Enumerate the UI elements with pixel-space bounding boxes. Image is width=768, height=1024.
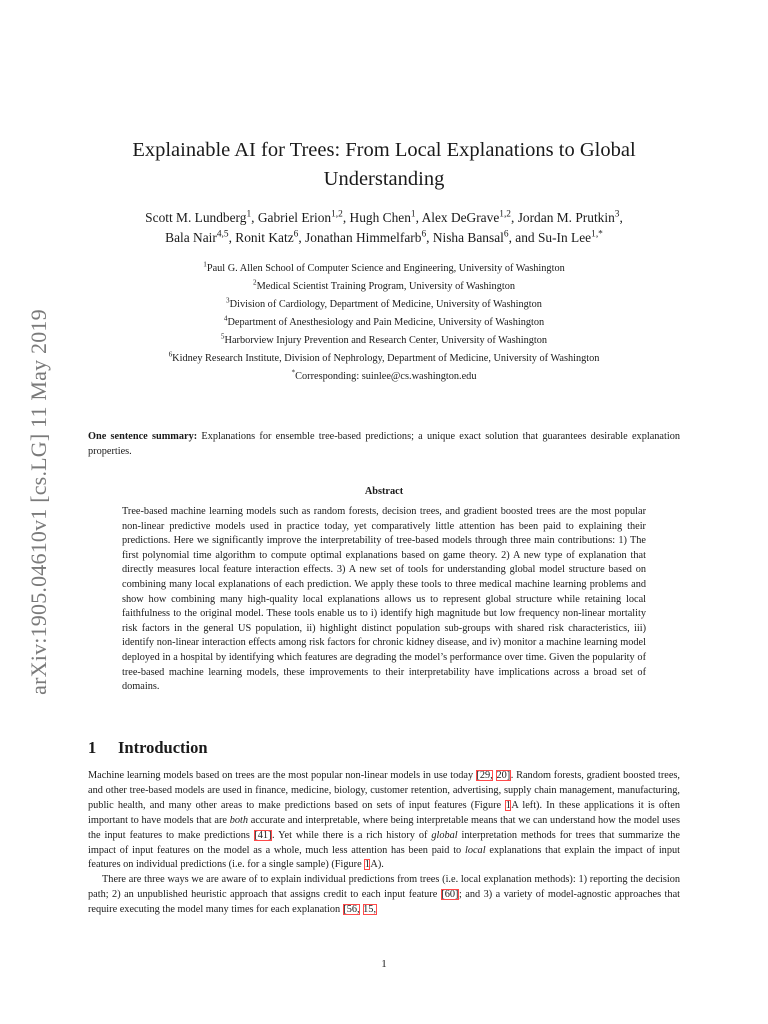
- author-affil-sup: 6: [293, 229, 299, 240]
- affiliation: [88, 332, 680, 350]
- title-line-2: Understanding: [323, 168, 445, 190]
- text-run: There are three ways we are aware of to explain individual predictions from trees (i.e. local explanation methods): 1) reporting the decision path; 2) an unpublished heuristic approach that assigns credit to each input feature: [88, 874, 680, 901]
- affiliation: [88, 296, 680, 314]
- affiliation-text: Kidney Research Institute, Division of Nephrology, Department of Medicine, University of Washington: [172, 353, 600, 364]
- abstract-heading: Abstract: [364, 486, 404, 497]
- affiliation: [88, 314, 680, 332]
- figure-link[interactable]: 1: [364, 859, 370, 871]
- arxiv-identifier: arXiv:1905.04610v1 [cs.LG] 11 May 2019: [26, 309, 51, 695]
- citation-link[interactable]: [29,: [476, 770, 493, 781]
- author-affil-sup: 4,5: [216, 229, 229, 240]
- author-name: Hugh Chen: [349, 210, 411, 225]
- affiliation-sup: 6: [168, 350, 173, 359]
- author-name: Nisha Bansal: [432, 230, 504, 245]
- affiliation-list: [88, 260, 680, 386]
- affiliation-sup: *: [291, 368, 296, 377]
- author-name: Scott M. Lundberg: [145, 210, 247, 225]
- text-run: explanations that explain the impact of input features on individual predictions (i.e. for a single sample) (Figure: [88, 844, 680, 871]
- affiliation-sup: 1: [203, 260, 207, 269]
- affiliation: [88, 278, 680, 296]
- affiliation: [88, 350, 680, 368]
- affiliation: [88, 260, 680, 278]
- citation-link[interactable]: 20]: [496, 770, 511, 781]
- author-list: [88, 208, 680, 248]
- author-affil-sup: 6: [503, 229, 509, 240]
- text-run: . Random forests, gradient boosted trees, and other tree-based models are used in finance, medicine, biology, customer retention, advertising, supply chain management, manufacturing, public health, and many other areas to make predictions based on sets of input features (Figure: [88, 770, 680, 811]
- affiliation-sup: 5: [220, 332, 225, 341]
- author-affil-sup: 1,2: [331, 209, 343, 220]
- affiliation-text: Division of Cardiology, Department of Medicine, University of Washington: [229, 299, 542, 310]
- author-line-1: Scott M. Lundberg$^1$, Gabriel Erion$^{1,2}$, Hugh Chen$^1$, Alex DeGrave$^{1,2}$, Jordan M. Prutkin$^3$,: [145, 209, 623, 225]
- affiliation-sup: 4: [223, 314, 228, 323]
- paper-title: [88, 136, 680, 194]
- author-name: Alex DeGrave: [421, 210, 500, 225]
- introduction-body: [88, 769, 680, 918]
- text-run: A).: [370, 859, 384, 871]
- author-name: Jonathan Himmelfarb: [305, 230, 422, 245]
- summary-text: Explanations for ensemble tree-based predictions; a unique exact solution that guarantees desirable explanation properties.: [88, 431, 681, 457]
- author-affil-sup: 1: [410, 209, 416, 220]
- summary-label: One sentence summary:: [88, 431, 198, 442]
- title-line-1: Explainable AI for Trees: From Local Explanations to Global: [132, 139, 636, 161]
- page-number: 1: [381, 958, 387, 970]
- affiliation-sup: 3: [226, 296, 230, 305]
- arxiv-sidebar-stamp: [24, 262, 54, 742]
- author-name: Bala Nair: [165, 230, 217, 245]
- text-run: interpretation methods for trees that summarize the impact of input features on the model as a whole, much less attention has been paid to: [88, 829, 680, 856]
- affiliation-text: Paul G. Allen School of Computer Science and Engineering, University of Washington: [206, 263, 565, 274]
- one-sentence-summary: [88, 429, 680, 459]
- citation-link[interactable]: [60]: [441, 889, 459, 901]
- citation-link[interactable]: [56,: [343, 904, 360, 916]
- abstract-text: Tree-based machine learning models such as random forests, decision trees, and gradient boosted trees are the most popular non-linear predictive models used in practice today, yet comparatively little attention has been paid to explaining their predictions. Here we significantly improve the interpretability of tree-based models through three main contributions: 1) The first polynomial time algorithm to compute optimal explanations based on game theory. 2) A new type of explanation that directly measures local feature interaction effects. 3) A new set of tools for understanding global model structure based on combining many local explanations of each prediction. We apply these tools to three medical machine learning problems and show how combining many high-quality local explanations allows us to represent global structure while retaining local faithfulness to the original model. These tools enable us to i) identify high magnitude but low frequency non-linear mortality risk factors in the general US population, ii) highlight distinct population sub-groups with shared risk characteristics, iii) identify non-linear interaction effects among risk factors for chronic kidney disease, and iv) monitor a machine learning model deployed in a hospital by identifying which features are degrading the model’s performance over time. Given the popularity of tree-based machine learning models, these improvements to their interpretability have implications across a broad set of domains.: [122, 506, 646, 693]
- intro-paragraph-1: [88, 769, 680, 873]
- section-number: 1: [88, 738, 97, 757]
- author-name: Jordan M. Prutkin: [517, 210, 615, 225]
- citation-link[interactable]: [41]: [254, 829, 272, 841]
- intro-paragraph-2: [88, 873, 680, 918]
- author-name: Su-In Lee: [537, 230, 592, 245]
- citation-link[interactable]: 15,: [363, 904, 377, 916]
- author-affil-sup: 1,*: [591, 229, 603, 240]
- affiliation-text: Medical Scientist Training Program, University of Washington: [256, 281, 515, 292]
- text-run: A left). In these applications it is often important to have models that are: [88, 799, 680, 826]
- text-run: . Yet while there is a rich history of: [272, 829, 432, 841]
- affiliation: [88, 368, 680, 386]
- emphasis: both: [229, 814, 249, 826]
- affiliation-text: Department of Anesthesiology and Pain Medicine, University of Washington: [227, 317, 545, 328]
- author-name: Ronit Katz: [235, 230, 294, 245]
- affiliation-text: Corresponding: suinlee@cs.washington.edu: [295, 371, 477, 382]
- text-run: Machine learning models based on trees are the most popular non-linear models in use today: [88, 770, 476, 781]
- author-affil-sup: 6: [421, 229, 427, 240]
- section-title: Introduction: [118, 738, 208, 757]
- affiliation-text: Harborview Injury Prevention and Research Center, University of Washington: [224, 335, 548, 346]
- text-run: ; and 3) a variety of model-agnostic approaches that require executing the model many times for each explanation: [88, 889, 680, 916]
- figure-link[interactable]: 1: [505, 799, 511, 811]
- author-affil-sup: 3: [614, 209, 620, 220]
- author-line-2: Bala Nair$^{4,5}$, Ronit Katz$^6$, Jonathan Himmelfarb$^6$, Nisha Bansal$^6$, and Su-In Lee$^{1,*}$: [165, 229, 603, 245]
- text-run: accurate and interpretable, where being interpretable means that we can understand how the model uses the input features to make predictions: [88, 814, 680, 841]
- emphasis: local: [464, 844, 486, 856]
- section-heading: [88, 738, 680, 758]
- emphasis: global: [431, 829, 458, 841]
- affiliation-sup: 2: [253, 278, 257, 287]
- author-affil-sup: 1,2: [499, 209, 511, 220]
- author-name: Gabriel Erion: [257, 210, 332, 225]
- author-affil-sup: 1: [246, 209, 252, 220]
